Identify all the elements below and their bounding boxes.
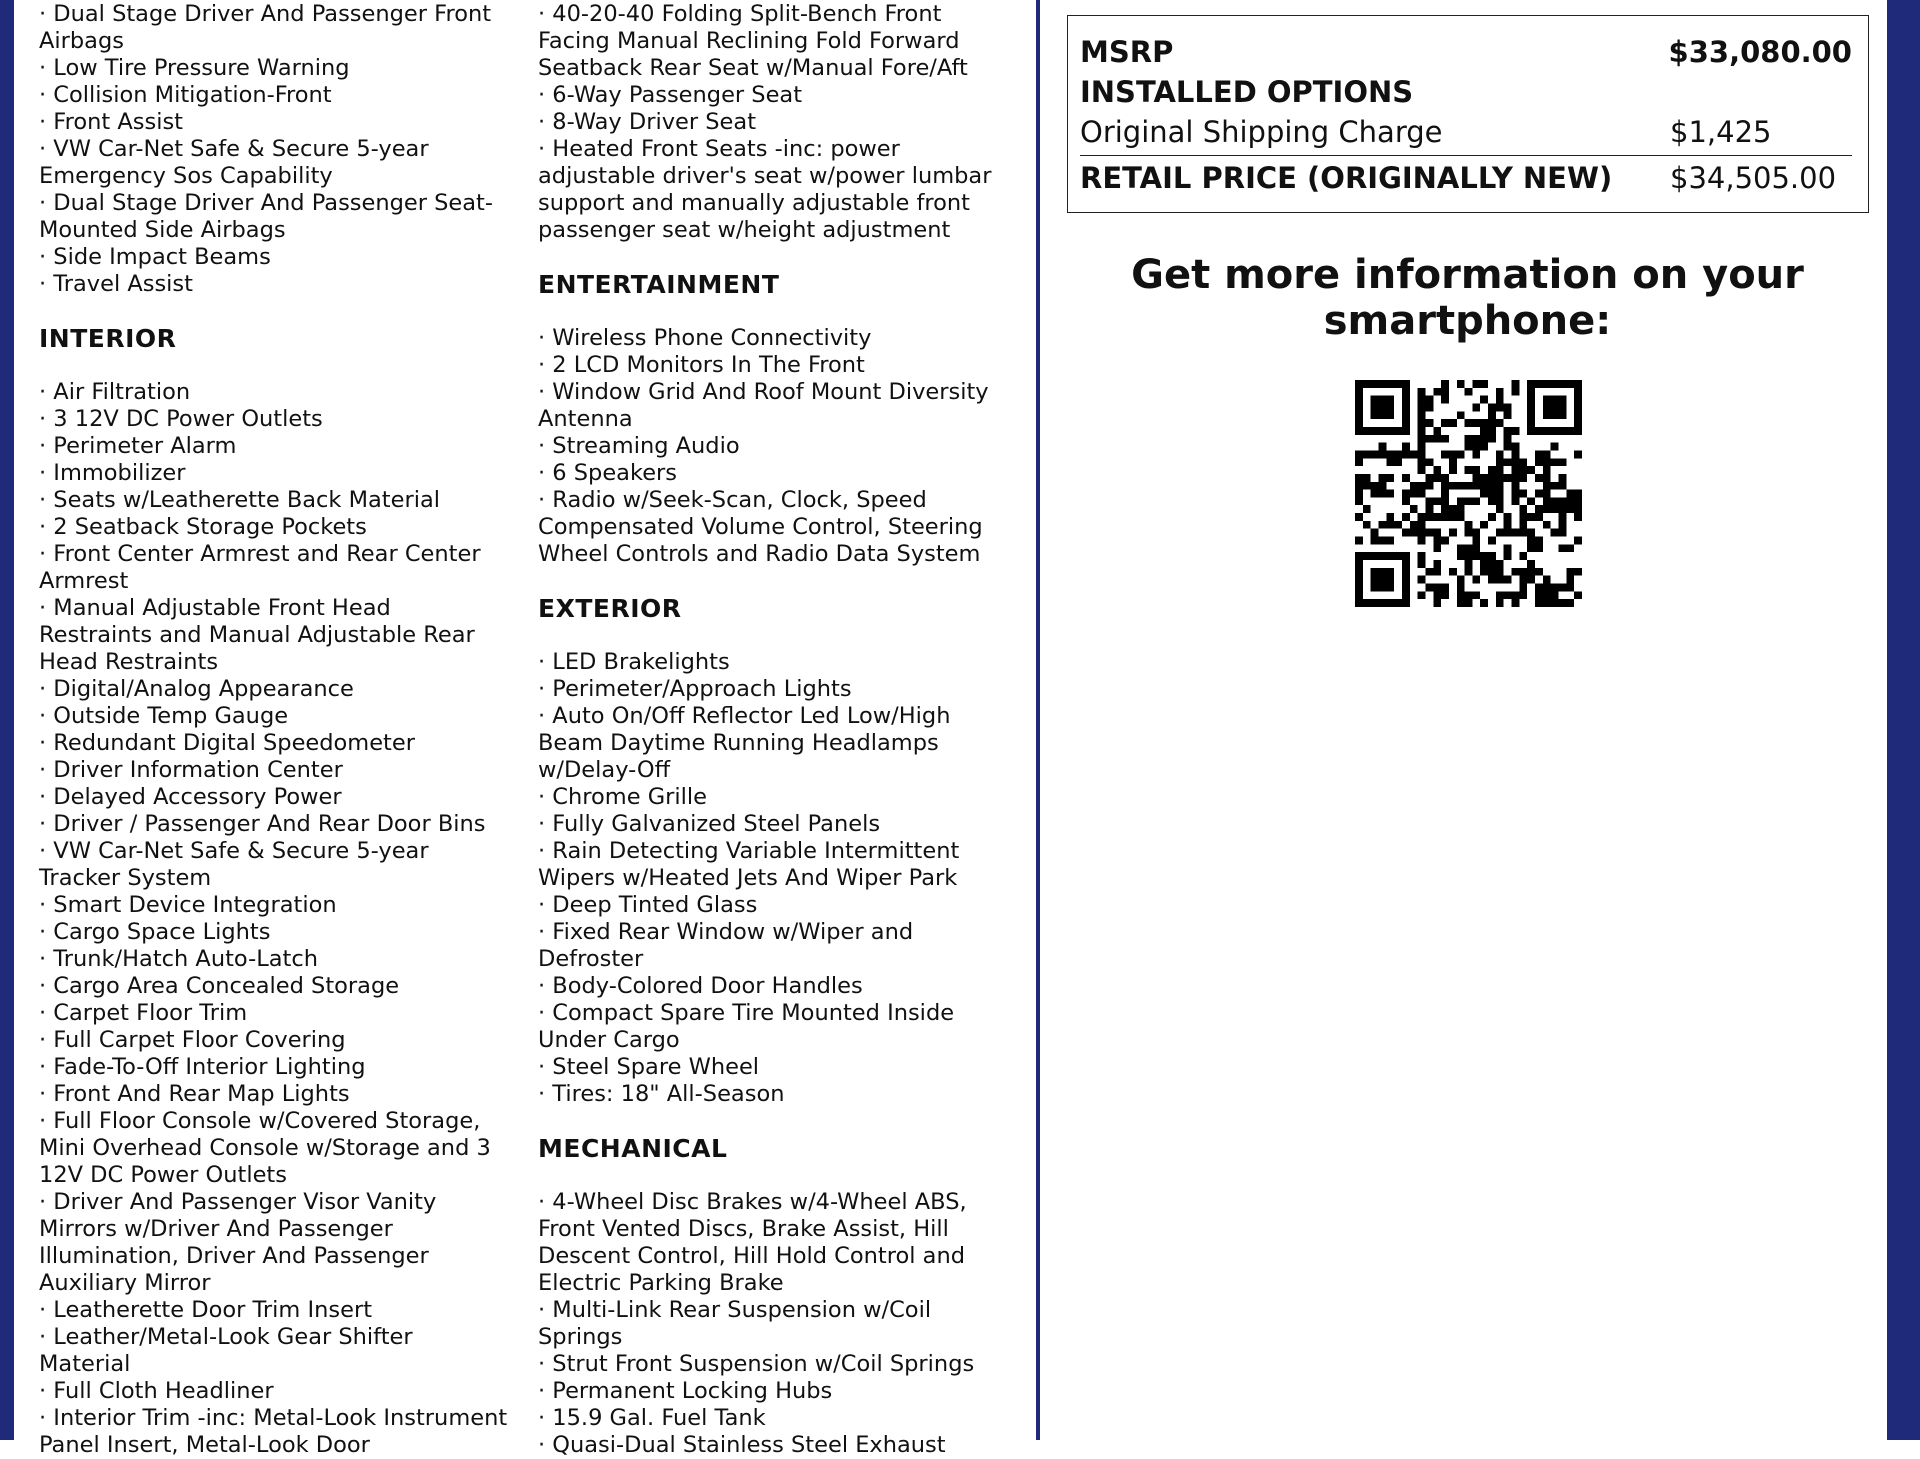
entertainment-items-list <box>538 325 1008 568</box>
list-item: · Heated Front Seats -inc: power adjustable driver's seat w/power lumbar support and manually adjustable front passenger seat w/height adjustment <box>538 136 992 243</box>
list-item: · Immobilizer <box>39 460 186 486</box>
list-item: · Radio w/Seek-Scan, Clock, Speed Compensated Volume Control, Steering Wheel Controls and Radio Data System <box>538 487 983 567</box>
interior-items-list <box>39 379 509 1459</box>
list-item: · Auto On/Off Reflector Led Low/High Beam Daytime Running Headlamps w/Delay-Off <box>538 703 951 783</box>
list-item: · Driver Information Center <box>39 757 343 783</box>
list-item: · Compact Spare Tire Mounted Inside Under Cargo <box>538 1000 955 1053</box>
list-item: · Fixed Rear Window w/Wiper and Defroster <box>538 919 914 972</box>
list-item: · Body-Colored Door Handles <box>538 973 863 999</box>
list-item: · Chrome Grille <box>538 784 707 810</box>
list-item: · VW Car-Net Safe & Secure 5-year Tracker System <box>39 838 429 891</box>
shipping-row <box>1080 112 1852 152</box>
installed-options-label: INSTALLED OPTIONS <box>1080 75 1414 109</box>
list-item: · 40-20-40 Folding Split-Bench Front Facing Manual Reclining Fold Forward Seatback Rear Seat w/Manual Fore/Aft <box>538 1 968 81</box>
list-item: · Air Filtration <box>39 379 191 405</box>
retail-label: RETAIL PRICE (ORIGINALLY NEW) <box>1080 161 1613 195</box>
shipping-value: $1,425 <box>1670 115 1772 149</box>
list-item: · Low Tire Pressure Warning <box>39 55 350 81</box>
list-item: · 15.9 Gal. Fuel Tank <box>538 1405 766 1431</box>
list-item: · Perimeter Alarm <box>39 433 237 459</box>
list-item: · Full Floor Console w/Covered Storage, Mini Overhead Console w/Storage and 3 12V DC Power Outlets <box>39 1108 491 1188</box>
price-separator <box>1080 155 1852 156</box>
list-item: · 4-Wheel Disc Brakes w/4-Wheel ABS, Front Vented Discs, Brake Assist, Hill Descent Control, Hill Hold Control and Electric Parking Brake <box>538 1189 967 1296</box>
list-item: · Digital/Analog Appearance <box>39 676 354 702</box>
left-column <box>39 0 509 1459</box>
list-item: · Dual Stage Driver And Passenger Seat-Mounted Side Airbags <box>39 190 493 243</box>
list-item: · Delayed Accessory Power <box>39 784 342 810</box>
list-item: · Outside Temp Gauge <box>39 703 289 729</box>
list-item: · Driver And Passenger Visor Vanity Mirrors w/Driver And Passenger Illumination, Driver And Passenger Auxiliary Mirror <box>39 1189 437 1296</box>
list-item: · Driver / Passenger And Rear Door Bins <box>39 811 486 837</box>
list-item: · 2 LCD Monitors In The Front <box>538 352 865 378</box>
list-item: · Manual Adjustable Front Head Restraints and Manual Adjustable Rear Head Restraints <box>39 595 475 675</box>
exterior-items-list <box>538 649 1008 1108</box>
list-item: · 2 Seatback Storage Pockets <box>39 514 367 540</box>
list-item: · Redundant Digital Speedometer <box>39 730 415 756</box>
list-item: · LED Brakelights <box>538 649 730 675</box>
list-item: · Quasi-Dual Stainless Steel Exhaust <box>538 1432 946 1458</box>
list-item: · Leather/Metal-Look Gear Shifter Material <box>39 1324 413 1377</box>
list-item: · 3 12V DC Power Outlets <box>39 406 323 432</box>
smartphone-info-title: Get more information on your smartphone: <box>1131 252 1804 344</box>
middle-column <box>538 0 1008 1459</box>
list-item: · VW Car-Net Safe & Secure 5-year Emergency Sos Capability <box>39 136 429 189</box>
list-item: · Window Grid And Roof Mount Diversity Antenna <box>538 379 989 432</box>
list-item: · Trunk/Hatch Auto-Latch <box>39 946 318 972</box>
mechanical-heading: MECHANICAL <box>538 1134 728 1163</box>
list-item: · Travel Assist <box>39 271 193 297</box>
list-item: · Leatherette Door Trim Insert <box>39 1297 373 1323</box>
list-item: · Side Impact Beams <box>39 244 271 270</box>
installed-options-row <box>1080 72 1852 112</box>
retail-row <box>1080 158 1852 198</box>
list-item: · Multi-Link Rear Suspension w/Coil Springs <box>538 1297 932 1350</box>
list-item: · 8-Way Driver Seat <box>538 109 757 135</box>
list-item: · Carpet Floor Trim <box>39 1000 248 1026</box>
list-item: · Front Center Armrest and Rear Center Armrest <box>39 541 481 594</box>
list-item: · Full Cloth Headliner <box>39 1378 274 1404</box>
list-item: · Deep Tinted Glass <box>538 892 758 918</box>
list-item: · Fade-To-Off Interior Lighting <box>39 1054 366 1080</box>
list-item: · Streaming Audio <box>538 433 740 459</box>
pricing-box <box>1067 15 1869 213</box>
seating-items-list <box>538 1 1008 244</box>
list-item: · 6 Speakers <box>538 460 678 486</box>
list-item: · Tires: 18" All-Season <box>538 1081 785 1107</box>
msrp-label: MSRP <box>1080 35 1174 69</box>
list-item: · Fully Galvanized Steel Panels <box>538 811 881 837</box>
qr-code-icon[interactable] <box>1355 380 1582 607</box>
safety-items-list <box>39 1 509 298</box>
mechanical-items-list <box>538 1189 1008 1459</box>
list-item: · Smart Device Integration <box>39 892 337 918</box>
list-item: · Front Assist <box>39 109 183 135</box>
list-item: · Cargo Area Concealed Storage <box>39 973 400 999</box>
list-item: · Rain Detecting Variable Intermittent Wipers w/Heated Jets And Wiper Park <box>538 838 960 891</box>
list-item: · Dual Stage Driver And Passenger Front Airbags <box>39 1 492 54</box>
shipping-label: Original Shipping Charge <box>1080 115 1443 149</box>
list-item: · Collision Mitigation-Front <box>39 82 332 108</box>
entertainment-heading: ENTERTAINMENT <box>538 270 780 299</box>
column-divider <box>1036 0 1040 1440</box>
list-item: · Permanent Locking Hubs <box>538 1378 833 1404</box>
list-item: · Wireless Phone Connectivity <box>538 325 872 351</box>
right-border <box>1887 0 1920 1440</box>
msrp-value: $33,080.00 <box>1668 35 1852 69</box>
list-item: · Cargo Space Lights <box>39 919 271 945</box>
exterior-heading: EXTERIOR <box>538 594 682 623</box>
interior-heading: INTERIOR <box>39 324 177 353</box>
list-item: · Seats w/Leatherette Back Material <box>39 487 441 513</box>
left-border <box>0 0 14 1440</box>
list-item: · Perimeter/Approach Lights <box>538 676 852 702</box>
list-item: · Strut Front Suspension w/Coil Springs <box>538 1351 975 1377</box>
list-item: · Front And Rear Map Lights <box>39 1081 350 1107</box>
list-item: · 6-Way Passenger Seat <box>538 82 803 108</box>
list-item: · Full Carpet Floor Covering <box>39 1027 346 1053</box>
retail-value: $34,505.00 <box>1670 161 1837 195</box>
msrp-row <box>1080 32 1852 72</box>
list-item: · Interior Trim -inc: Metal-Look Instrument Panel Insert, Metal-Look Door <box>39 1405 508 1458</box>
list-item: · Steel Spare Wheel <box>538 1054 760 1080</box>
